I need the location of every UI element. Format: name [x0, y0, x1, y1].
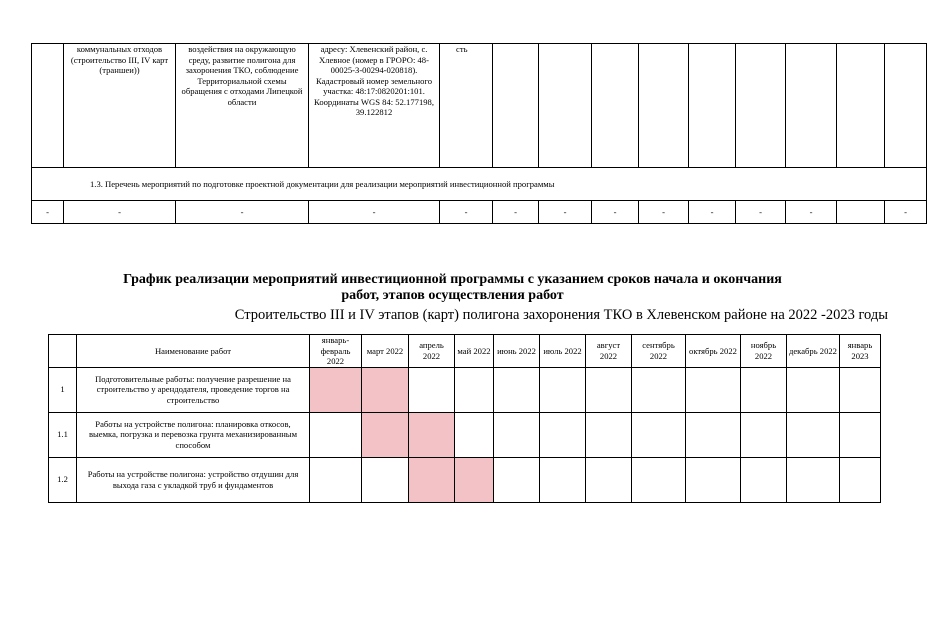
month-cell	[586, 367, 632, 412]
table-cell	[539, 44, 592, 168]
month-cell	[787, 457, 840, 502]
schedule-table	[48, 334, 881, 503]
month-cell	[455, 412, 494, 457]
table-cell: -	[786, 201, 837, 224]
month-header: сентябрь 2022	[632, 335, 686, 368]
table-cell: -	[689, 201, 736, 224]
dash-row	[32, 201, 927, 224]
month-cell	[632, 412, 686, 457]
table-cell: -	[64, 201, 176, 224]
month-cell-active	[362, 412, 409, 457]
table-cell	[689, 44, 736, 168]
month-cell-active	[409, 457, 455, 502]
month-header: декабрь 2022	[787, 335, 840, 368]
table-cell: коммунальных отходов (строительство III, IV карт (траншеи))	[64, 44, 176, 168]
month-cell-active	[362, 367, 409, 412]
month-cell	[540, 412, 586, 457]
month-header: март 2022	[362, 335, 409, 368]
table-cell: -	[736, 201, 786, 224]
row-number: 1.1	[49, 412, 77, 457]
table-cell: -	[885, 201, 927, 224]
month-header: август 2022	[586, 335, 632, 368]
month-cell	[540, 457, 586, 502]
table-cell: -	[440, 201, 493, 224]
month-cell-active	[409, 412, 455, 457]
table-cell	[786, 44, 837, 168]
table-cell	[592, 44, 639, 168]
header-name-cell: Наименование работ	[77, 335, 310, 368]
section-heading: 1.3. Перечень мероприятий по подготовке проектной документации для реализации мероприятий инвестиционной программы	[32, 168, 927, 201]
table-cell: -	[592, 201, 639, 224]
month-header: январь 2023	[840, 335, 881, 368]
investment-measures-table	[31, 43, 927, 224]
table-cell	[32, 44, 64, 168]
month-cell	[787, 367, 840, 412]
month-cell	[494, 457, 540, 502]
month-cell	[362, 457, 409, 502]
table-cell: -	[309, 201, 440, 224]
month-header: октябрь 2022	[686, 335, 741, 368]
table-cell: -	[176, 201, 309, 224]
month-cell	[409, 367, 455, 412]
month-cell	[632, 457, 686, 502]
schedule-header-row	[49, 335, 881, 368]
month-cell	[494, 412, 540, 457]
month-header: май 2022	[455, 335, 494, 368]
table-cell	[837, 44, 885, 168]
month-cell	[310, 457, 362, 502]
table-cell: воздействия на окружающую среду, развитие полигона для захоронения ТКО, соблюдение Территориальной схемы обращения с отходами Липецкой области	[176, 44, 309, 168]
table-cell: адресу: Хлевенский район, с. Хлевное (номер в ГРОРО: 48-00025-З-00294-020818). Кадастровый номер земельного участка: 48:17:0820201:101. Координаты WGS 84: 52.177198, 39.122812	[309, 44, 440, 168]
month-cell	[586, 457, 632, 502]
month-cell	[310, 412, 362, 457]
month-cell	[686, 457, 741, 502]
table-cell	[885, 44, 927, 168]
table-cell: -	[493, 201, 539, 224]
month-cell-active	[455, 457, 494, 502]
month-cell	[540, 367, 586, 412]
table-cell	[736, 44, 786, 168]
table-row	[32, 44, 927, 168]
month-header: ноябрь 2022	[741, 335, 787, 368]
month-cell	[586, 412, 632, 457]
table-cell: -	[32, 201, 64, 224]
month-cell	[741, 457, 787, 502]
work-name: Подготовительные работы: получение разрешение на строительство у арендодателя, проведение торгов на строительство	[77, 367, 310, 412]
schedule-row	[49, 457, 881, 502]
month-cell	[840, 367, 881, 412]
month-cell	[686, 367, 741, 412]
table-cell: -	[639, 201, 689, 224]
month-header: июнь 2022	[494, 335, 540, 368]
schedule-subtitle: Строительство III и IV этапов (карт) полигона захоронения ТКО в Хлевенском районе на 2022 -2023 годы	[234, 307, 888, 323]
schedule-row	[49, 412, 881, 457]
month-cell	[840, 457, 881, 502]
month-cell-active	[310, 367, 362, 412]
month-cell	[686, 412, 741, 457]
header-num-cell	[49, 335, 77, 368]
table-cell: -	[539, 201, 592, 224]
schedule-row	[49, 367, 881, 412]
table-cell: сть	[440, 44, 493, 168]
month-cell	[632, 367, 686, 412]
table-cell	[837, 201, 885, 224]
section-heading-row	[32, 168, 927, 201]
row-number: 1.2	[49, 457, 77, 502]
table-cell	[493, 44, 539, 168]
schedule-title: График реализации мероприятий инвестиционной программы с указанием сроков начала и окончания	[123, 272, 782, 287]
month-cell	[741, 367, 787, 412]
month-cell	[455, 367, 494, 412]
month-cell	[787, 412, 840, 457]
table-cell	[639, 44, 689, 168]
row-number: 1	[49, 367, 77, 412]
work-name: Работы на устройстве полигона: планировка откосов, выемка, погрузка и перевозка грунта механизированным способом	[77, 412, 310, 457]
month-cell	[840, 412, 881, 457]
work-name: Работы на устройстве полигона: устройство отдушин для выхода газа с укладкой труб и фундаментов	[77, 457, 310, 502]
month-header: январь-февраль 2022	[310, 335, 362, 368]
month-header: июль 2022	[540, 335, 586, 368]
month-cell	[741, 412, 787, 457]
month-header: апрель 2022	[409, 335, 455, 368]
month-cell	[494, 367, 540, 412]
schedule-title-continued: работ, этапов осуществления работ	[341, 288, 564, 303]
